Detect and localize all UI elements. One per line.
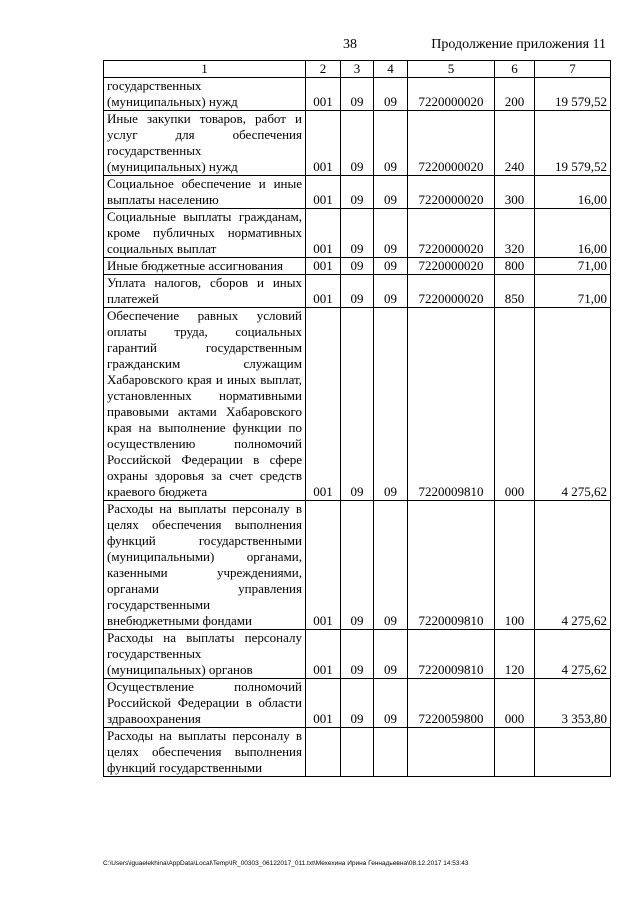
row-code-cell: 001 [306,501,341,630]
row-amount-cell: 4 275,62 [535,501,611,630]
row-name-cell: Иные закупки товаров, работ и услуг для обеспечения государственных (муниципальных) нужд [104,111,306,176]
row-code-cell: 100 [495,501,535,630]
row-amount-cell [535,728,611,777]
row-amount-cell: 4 275,62 [535,308,611,501]
row-code-cell: 850 [495,275,535,308]
table-row [104,111,611,176]
row-code-cell: 09 [374,275,408,308]
table-row [104,209,611,258]
row-code-cell: 320 [495,209,535,258]
row-code-cell: 09 [341,501,374,630]
table-row [104,501,611,630]
row-code-cell: 09 [341,111,374,176]
row-code-cell: 09 [341,209,374,258]
row-amount-cell: 16,00 [535,209,611,258]
table-row [104,275,611,308]
row-code-cell: 000 [495,308,535,501]
row-code-cell: 09 [374,679,408,728]
row-code-cell [408,728,495,777]
row-code-cell: 09 [374,176,408,209]
row-name-cell: Обеспечение равных условий оплаты труда, социальных гарантий государственным гражданским служащим Хабаровского края и иных выплат, установленных нормативными правовыми актами Хабаровского края на выполнение функции по осуществлению полномочий Российской Федерации в сфере охраны здоровья за счет средств краевого бюджета [104,308,306,501]
row-name-cell: Уплата налогов, сборов и иных платежей [104,275,306,308]
table-row [104,630,611,679]
row-code-cell: 001 [306,275,341,308]
column-header: 1 [104,61,306,78]
row-name-cell: Иные бюджетные ассигнования [104,258,306,275]
row-code-cell: 7220059800 [408,679,495,728]
table-row [104,78,611,111]
table-row [104,308,611,501]
row-name-cell: Социальное обеспечение и иные выплаты населению [104,176,306,209]
row-code-cell: 09 [341,78,374,111]
row-name-cell: Осуществление полномочий Российской Федерации в области здравоохранения [104,679,306,728]
row-code-cell: 7220000020 [408,176,495,209]
row-code-cell: 001 [306,630,341,679]
row-name-cell: государственных (муниципальных) нужд [104,78,306,111]
row-amount-cell: 19 579,52 [535,111,611,176]
row-code-cell [495,728,535,777]
table-row [104,258,611,275]
row-code-cell: 09 [341,630,374,679]
row-name-cell: Расходы на выплаты персоналу государственных (муниципальных) органов [104,630,306,679]
row-code-cell: 001 [306,308,341,501]
column-header: 5 [408,61,495,78]
row-name-cell: Расходы на выплаты персоналу в целях обеспечения выполнения функций государственными (муниципальными) органами, казенными учреждениями, органами управления государственными внебюджетными фондами [104,501,306,630]
row-code-cell: 001 [306,111,341,176]
page-number: 38 [343,37,357,52]
row-amount-cell: 71,00 [535,275,611,308]
budget-table [103,60,611,777]
row-code-cell: 000 [495,679,535,728]
row-code-cell [306,728,341,777]
table-row [104,679,611,728]
row-code-cell: 001 [306,258,341,275]
row-amount-cell: 4 275,62 [535,630,611,679]
table-header-row [104,61,611,78]
row-code-cell [341,728,374,777]
row-code-cell: 120 [495,630,535,679]
row-code-cell: 001 [306,78,341,111]
row-code-cell: 09 [341,679,374,728]
row-code-cell: 09 [374,501,408,630]
row-code-cell: 001 [306,209,341,258]
row-code-cell: 001 [306,679,341,728]
row-code-cell: 001 [306,176,341,209]
row-code-cell: 7220000020 [408,78,495,111]
row-amount-cell: 71,00 [535,258,611,275]
row-amount-cell: 19 579,52 [535,78,611,111]
column-header: 6 [495,61,535,78]
column-header: 7 [535,61,611,78]
row-code-cell: 09 [374,308,408,501]
row-code-cell: 7220009810 [408,308,495,501]
row-code-cell: 09 [374,209,408,258]
row-code-cell: 800 [495,258,535,275]
row-code-cell: 7220000020 [408,275,495,308]
table-row [104,176,611,209]
row-code-cell: 09 [341,275,374,308]
row-code-cell: 09 [341,258,374,275]
row-name-cell: Социальные выплаты гражданам, кроме публичных нормативных социальных выплат [104,209,306,258]
row-code-cell: 7220000020 [408,111,495,176]
row-code-cell: 7220009810 [408,501,495,630]
row-amount-cell: 16,00 [535,176,611,209]
column-header: 4 [374,61,408,78]
row-code-cell: 200 [495,78,535,111]
row-code-cell: 09 [341,176,374,209]
row-amount-cell: 3 353,80 [535,679,611,728]
row-code-cell: 300 [495,176,535,209]
row-code-cell: 7220000020 [408,209,495,258]
column-header: 3 [341,61,374,78]
row-name-cell: Расходы на выплаты персоналу в целях обеспечения выполнения функций государственными [104,728,306,777]
row-code-cell: 09 [341,308,374,501]
appendix-label: Продолжение приложения 11 [431,37,606,52]
table-row [104,728,611,777]
row-code-cell: 09 [374,78,408,111]
row-code-cell: 7220009810 [408,630,495,679]
file-path-footer: C:\Users\iguaelekhina\AppData\Local\Temp\IR_00303_06122017_011.txt\Мехехина Ирина Геннадьевна\08.12.2017 14:53:43 [103,860,469,867]
row-code-cell: 240 [495,111,535,176]
row-code-cell: 09 [374,630,408,679]
row-code-cell: 09 [374,258,408,275]
column-header: 2 [306,61,341,78]
row-code-cell [374,728,408,777]
row-code-cell: 7220000020 [408,258,495,275]
row-code-cell: 09 [374,111,408,176]
